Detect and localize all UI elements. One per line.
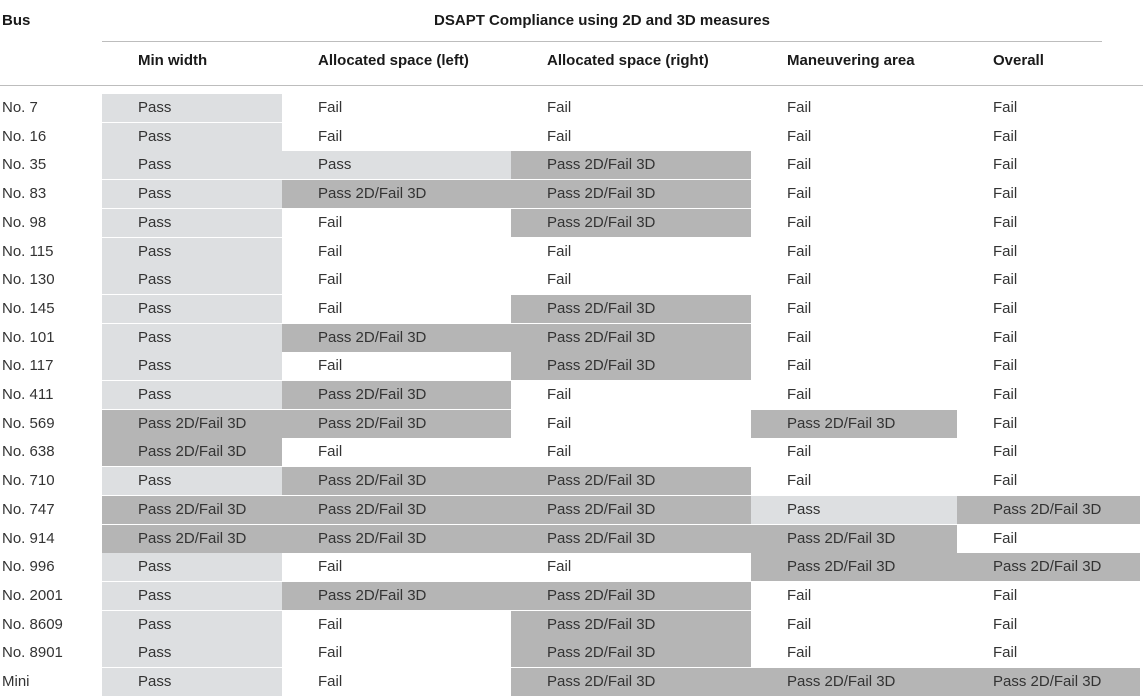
bus-cell: No. 914 <box>2 529 55 547</box>
min-width-cell: Pass <box>102 238 282 266</box>
allocated-left-cell: Fail <box>318 127 343 145</box>
overall-cell: Fail <box>993 414 1018 432</box>
table-row <box>0 611 1143 639</box>
table-row <box>0 209 1143 237</box>
min-width-cell: Pass <box>102 209 282 237</box>
maneuvering-area-cell: Fail <box>787 443 812 461</box>
maneuvering-area-cell: Fail <box>787 242 812 260</box>
bus-cell: No. 145 <box>2 299 55 317</box>
allocated-left-cell: Fail <box>318 644 343 662</box>
overall-cell: Fail <box>993 386 1018 403</box>
table-row <box>0 525 1143 553</box>
bus-cell: No. 411 <box>2 386 54 403</box>
allocated-right-cell: Pass 2D/Fail 3D <box>511 525 751 553</box>
column-header-overall: Overall <box>993 52 1044 69</box>
min-width-cell: Pass 2D/Fail 3D <box>102 438 282 466</box>
table-row <box>0 94 1143 122</box>
bus-cell: No. 569 <box>2 414 55 432</box>
maneuvering-area-cell: Fail <box>787 185 812 203</box>
overall-cell: Pass 2D/Fail 3D <box>957 496 1140 524</box>
maneuvering-area-cell: Fail <box>787 213 812 231</box>
overall-cell: Fail <box>993 185 1018 203</box>
bus-cell: No. 98 <box>2 213 47 231</box>
bus-cell: No. 710 <box>2 472 55 490</box>
allocated-left-cell: Pass 2D/Fail 3D <box>282 496 511 524</box>
table-row <box>0 410 1143 438</box>
allocated-left-cell: Pass 2D/Fail 3D <box>282 410 511 438</box>
overall-cell: Pass 2D/Fail 3D <box>957 668 1140 696</box>
maneuvering-area-cell: Fail <box>787 99 812 116</box>
allocated-left-cell: Fail <box>318 673 343 690</box>
overall-cell: Fail <box>993 156 1018 174</box>
maneuvering-area-cell: Fail <box>787 127 812 145</box>
group-header-title: DSAPT Compliance using 2D and 3D measures <box>434 12 770 29</box>
allocated-right-cell: Pass 2D/Fail 3D <box>511 209 751 237</box>
allocated-left-cell: Fail <box>318 99 343 116</box>
min-width-cell: Pass 2D/Fail 3D <box>102 496 282 524</box>
overall-cell: Fail <box>993 529 1018 547</box>
bus-cell: No. 115 <box>2 242 54 260</box>
allocated-right-cell: Pass 2D/Fail 3D <box>511 324 751 352</box>
min-width-cell: Pass 2D/Fail 3D <box>102 410 282 438</box>
min-width-cell: Pass <box>102 639 282 667</box>
bus-cell: No. 2001 <box>2 586 63 604</box>
allocated-right-cell: Pass 2D/Fail 3D <box>511 151 751 179</box>
allocated-left-cell: Pass <box>282 151 511 179</box>
bus-cell: No. 117 <box>2 357 54 375</box>
column-header-min-width: Min width <box>138 52 208 69</box>
allocated-right-cell: Pass 2D/Fail 3D <box>511 352 751 380</box>
allocated-right-cell: Fail <box>547 242 572 260</box>
table-row <box>0 639 1143 667</box>
table-row <box>0 467 1143 495</box>
allocated-left-cell: Pass 2D/Fail 3D <box>282 467 511 495</box>
min-width-cell: Pass <box>102 553 282 581</box>
header-bottom-rule <box>0 85 1143 86</box>
allocated-right-cell: Fail <box>547 443 572 461</box>
allocated-left-cell: Fail <box>318 213 343 231</box>
overall-cell: Fail <box>993 443 1018 461</box>
allocated-right-cell: Fail <box>547 99 572 116</box>
bus-cell: No. 101 <box>2 328 55 346</box>
bus-cell: No. 8609 <box>2 615 63 633</box>
table-row <box>0 324 1143 352</box>
table-row <box>0 238 1143 266</box>
allocated-left-cell: Fail <box>318 558 343 576</box>
table-row <box>0 496 1143 524</box>
allocated-left-cell: Pass 2D/Fail 3D <box>282 582 511 610</box>
table-row <box>0 352 1143 380</box>
maneuvering-area-cell: Fail <box>787 328 812 346</box>
table-row <box>0 668 1143 696</box>
min-width-cell: Pass <box>102 381 282 409</box>
allocated-left-cell: Fail <box>318 242 343 260</box>
allocated-right-cell: Fail <box>547 386 572 403</box>
bus-cell: No. 16 <box>2 127 47 145</box>
allocated-right-cell: Fail <box>547 127 572 145</box>
table-row <box>0 123 1143 151</box>
allocated-left-cell: Fail <box>318 299 343 317</box>
maneuvering-area-cell: Pass 2D/Fail 3D <box>751 525 957 553</box>
allocated-right-cell: Pass 2D/Fail 3D <box>511 295 751 323</box>
allocated-right-cell: Fail <box>547 414 572 432</box>
table-row <box>0 151 1143 179</box>
overall-cell: Fail <box>993 242 1018 260</box>
bus-cell: No. 130 <box>2 271 55 289</box>
min-width-cell: Pass <box>102 295 282 323</box>
maneuvering-area-cell: Fail <box>787 586 812 604</box>
allocated-right-cell: Pass 2D/Fail 3D <box>511 467 751 495</box>
bus-cell: No. 83 <box>2 185 47 203</box>
overall-cell: Fail <box>993 615 1018 633</box>
min-width-cell: Pass <box>102 123 282 151</box>
table-row <box>0 438 1143 466</box>
allocated-left-cell: Fail <box>318 271 343 289</box>
allocated-right-cell: Pass 2D/Fail 3D <box>511 582 751 610</box>
overall-cell: Fail <box>993 644 1018 662</box>
bus-cell: Mini <box>2 673 30 690</box>
overall-cell: Fail <box>993 213 1018 231</box>
bus-cell: No. 8901 <box>2 644 63 662</box>
min-width-cell: Pass <box>102 611 282 639</box>
table-row <box>0 553 1143 581</box>
min-width-cell: Pass <box>102 324 282 352</box>
allocated-right-cell: Fail <box>547 558 572 576</box>
min-width-cell: Pass <box>102 668 282 696</box>
overall-cell: Fail <box>993 472 1018 490</box>
allocated-left-cell: Pass 2D/Fail 3D <box>282 381 511 409</box>
allocated-left-cell: Fail <box>318 357 343 375</box>
allocated-right-cell: Pass 2D/Fail 3D <box>511 668 751 696</box>
maneuvering-area-cell: Fail <box>787 271 812 289</box>
maneuvering-area-cell: Fail <box>787 299 812 317</box>
table-row <box>0 180 1143 208</box>
allocated-left-cell: Pass 2D/Fail 3D <box>282 180 511 208</box>
column-header-maneuvering-area: Maneuvering area <box>787 52 915 69</box>
bus-column-header: Bus <box>2 12 31 29</box>
group-header-rule <box>102 41 1102 42</box>
min-width-cell: Pass <box>102 582 282 610</box>
table-row <box>0 295 1143 323</box>
overall-cell: Fail <box>993 271 1018 289</box>
maneuvering-area-cell: Pass 2D/Fail 3D <box>751 410 957 438</box>
allocated-left-cell: Pass 2D/Fail 3D <box>282 525 511 553</box>
overall-cell: Fail <box>993 99 1018 116</box>
column-header-allocated-right: Allocated space (right) <box>547 52 709 69</box>
allocated-right-cell: Pass 2D/Fail 3D <box>511 611 751 639</box>
bus-cell: No. 35 <box>2 156 47 174</box>
bus-cell: No. 638 <box>2 443 55 461</box>
maneuvering-area-cell: Fail <box>787 472 812 490</box>
min-width-cell: Pass <box>102 266 282 294</box>
allocated-right-cell: Pass 2D/Fail 3D <box>511 496 751 524</box>
maneuvering-area-cell: Fail <box>787 615 812 633</box>
overall-cell: Pass 2D/Fail 3D <box>957 553 1140 581</box>
min-width-cell: Pass <box>102 352 282 380</box>
overall-cell: Fail <box>993 299 1018 317</box>
table-row <box>0 266 1143 294</box>
maneuvering-area-cell: Pass 2D/Fail 3D <box>751 553 957 581</box>
table-row <box>0 582 1143 610</box>
min-width-cell: Pass <box>102 180 282 208</box>
min-width-cell: Pass 2D/Fail 3D <box>102 525 282 553</box>
overall-cell: Fail <box>993 586 1018 604</box>
bus-cell: No. 7 <box>2 99 38 116</box>
maneuvering-area-cell: Fail <box>787 156 812 174</box>
allocated-left-cell: Fail <box>318 615 343 633</box>
allocated-right-cell: Fail <box>547 271 572 289</box>
min-width-cell: Pass <box>102 467 282 495</box>
allocated-left-cell: Fail <box>318 443 343 461</box>
min-width-cell: Pass <box>102 94 282 122</box>
overall-cell: Fail <box>993 127 1018 145</box>
maneuvering-area-cell: Pass 2D/Fail 3D <box>751 668 957 696</box>
table-row <box>0 381 1143 409</box>
maneuvering-area-cell: Fail <box>787 357 812 375</box>
overall-cell: Fail <box>993 357 1018 375</box>
maneuvering-area-cell: Fail <box>787 386 812 403</box>
bus-cell: No. 747 <box>2 500 55 518</box>
bus-cell: No. 996 <box>2 558 55 576</box>
min-width-cell: Pass <box>102 151 282 179</box>
overall-cell: Fail <box>993 328 1018 346</box>
maneuvering-area-cell: Fail <box>787 644 812 662</box>
column-header-allocated-left: Allocated space (left) <box>318 52 469 69</box>
allocated-right-cell: Pass 2D/Fail 3D <box>511 180 751 208</box>
maneuvering-area-cell: Pass <box>751 496 957 524</box>
allocated-right-cell: Pass 2D/Fail 3D <box>511 639 751 667</box>
allocated-left-cell: Pass 2D/Fail 3D <box>282 324 511 352</box>
